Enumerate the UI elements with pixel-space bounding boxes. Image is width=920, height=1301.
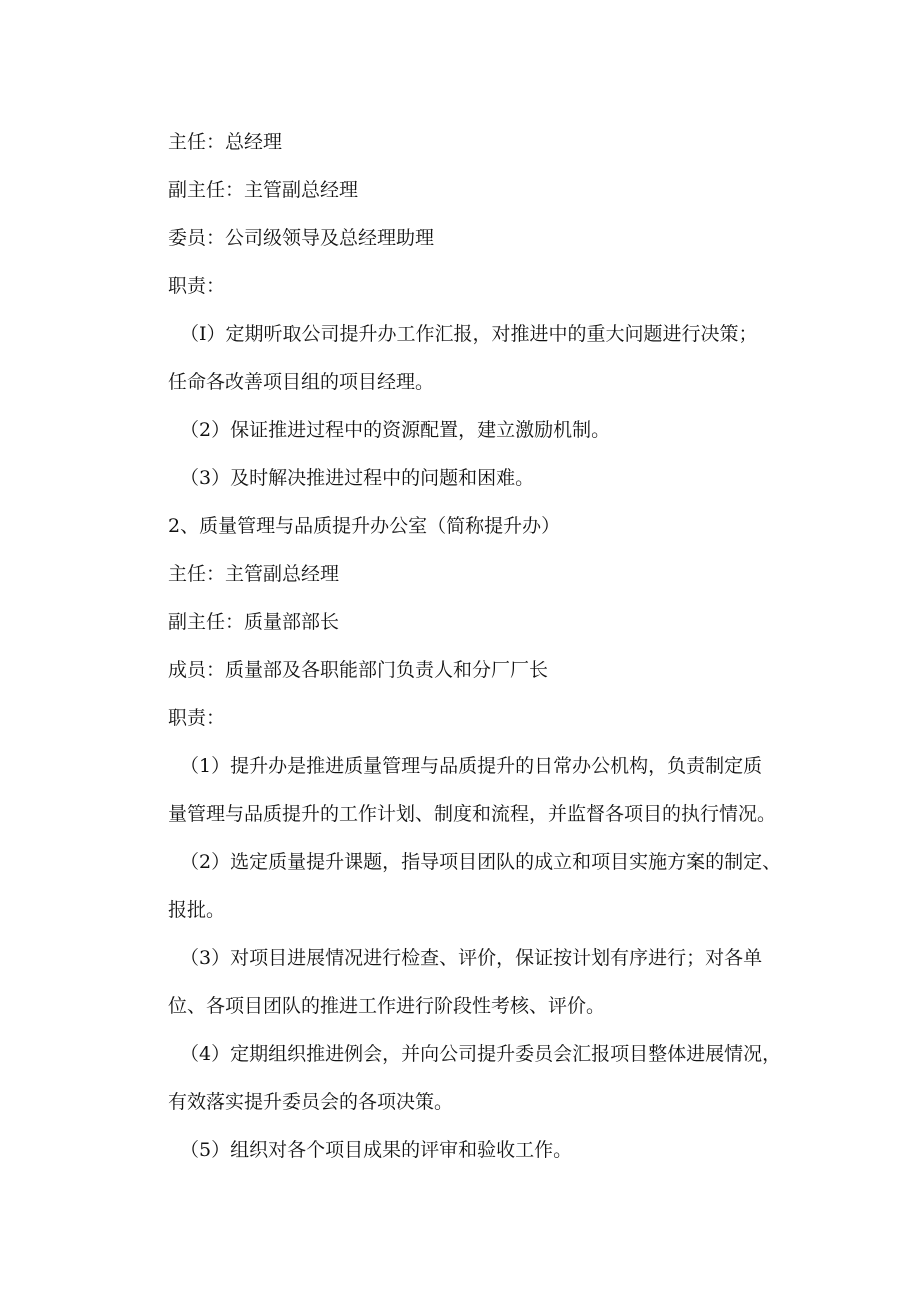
office-duty-3-line-1: （3）对项目进展情况进行检查、评价，保证按计划有序进行；对各单 <box>180 947 763 969</box>
committee-duty-1-line-2: 任命各改善项目组的项目经理。 <box>168 371 435 393</box>
office-duty-4-line-1: （4）定期组织推进例会，并向公司提升委员会汇报项目整体进展情况， <box>180 1043 782 1065</box>
office-duty-3-line-2: 位、各项目团队的推进工作进行阶段性考核、评价。 <box>168 995 606 1017</box>
office-duties-heading: 职责： <box>168 707 226 729</box>
office-members: 成员：质量部及各职能部门负责人和分厂厂长 <box>168 659 549 681</box>
office-duty-4-line-2: 有效落实提升委员会的各项决策。 <box>168 1091 454 1113</box>
office-duty-1-line-1: （1）提升办是推进质量管理与品质提升的日常办公机构，负责制定质 <box>180 755 763 777</box>
committee-duties-heading: 职责： <box>168 275 226 297</box>
committee-deputy-director: 副主任：主管副总经理 <box>168 179 359 201</box>
committee-duty-2: （2）保证推进过程中的资源配置，建立激励机制。 <box>180 419 611 441</box>
office-director: 主任：主管副总经理 <box>168 563 340 585</box>
document-body <box>168 118 808 1174</box>
committee-director: 主任：总经理 <box>168 131 283 153</box>
office-duty-5: （5）组织对各个项目成果的评审和验收工作。 <box>180 1139 573 1161</box>
committee-members: 委员：公司级领导及总经理助理 <box>168 227 435 249</box>
office-deputy-director: 副主任：质量部部长 <box>168 611 340 633</box>
office-heading: 2、质量管理与品质提升办公室（简称提升办） <box>168 515 561 537</box>
committee-duty-1-line-1: （I）定期听取公司提升办工作汇报，对推进中的重大问题进行决策； <box>180 323 758 345</box>
office-duty-2-line-2: 报批。 <box>168 899 226 921</box>
office-duty-1-line-2: 量管理与品质提升的工作计划、制度和流程，并监督各项目的执行情况。 <box>168 803 777 825</box>
office-duty-2-line-1: （2）选定质量提升课题，指导项目团队的成立和项目实施方案的制定、 <box>180 851 782 873</box>
committee-duty-3: （3）及时解决推进过程中的问题和困难。 <box>180 467 535 489</box>
